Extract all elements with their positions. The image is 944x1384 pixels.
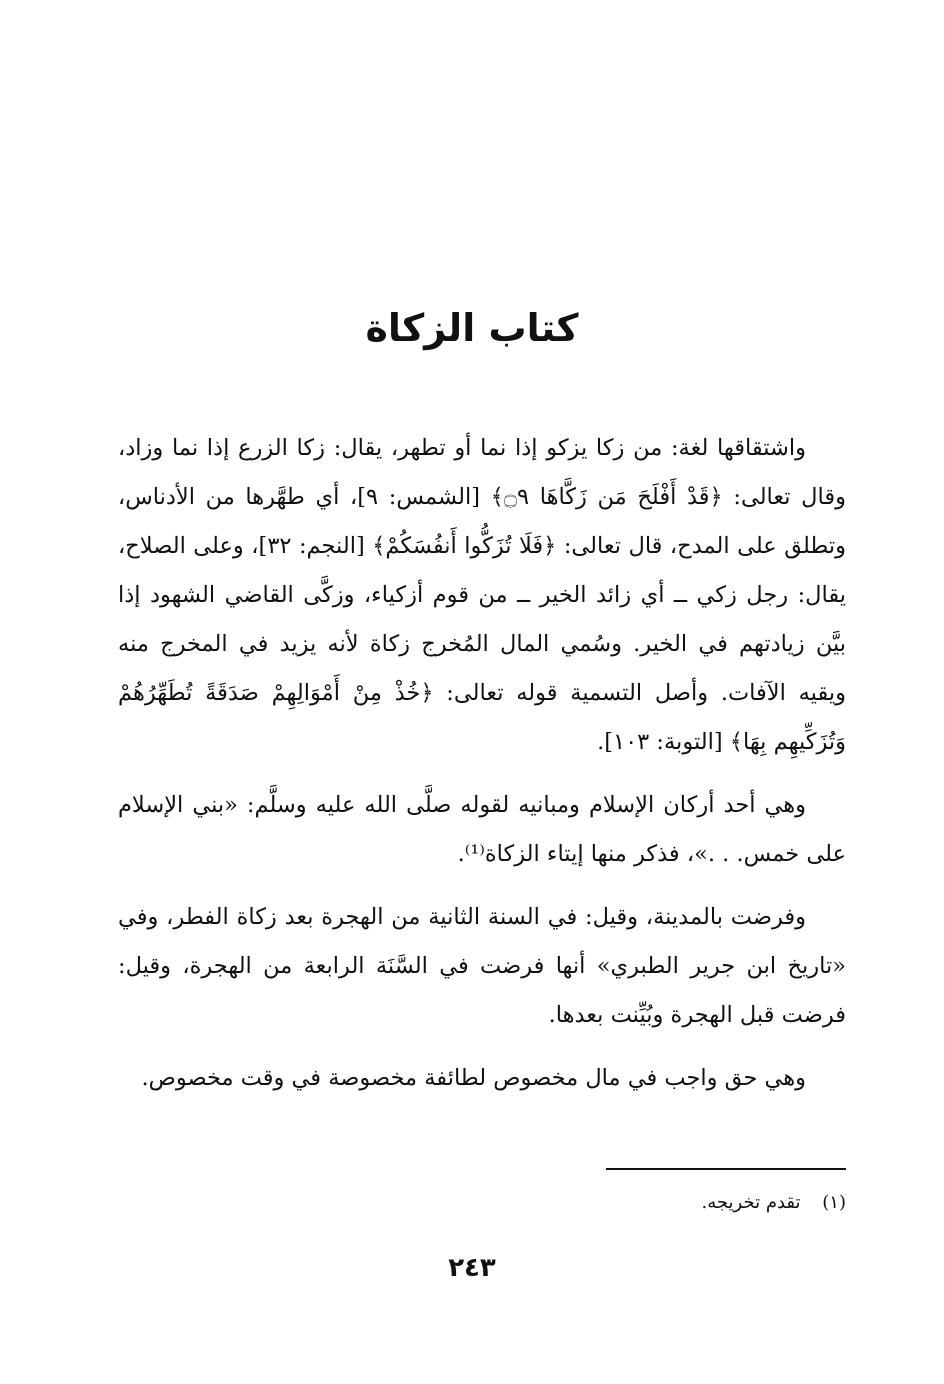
- body-text: [118, 424, 846, 1117]
- footnote-text: تقدم تخريجه.: [701, 1192, 801, 1213]
- chapter-title: كتاب الزكاة: [365, 306, 579, 350]
- paragraph-obligation-date: وفرضت بالمدينة، وقيل: في السنة الثانية من الهجرة بعد زكاة الفطر، وفي «تاريخ ابن جرير الطبري» أنها فرضت في السَّنَة الرابعة من الهجرة، وقيل: فرضت قبل الهجرة وبُيِّنت بعدها.: [118, 904, 846, 1028]
- page-number: ٢٤٣: [448, 1253, 496, 1283]
- paragraph-etymology: واشتقاقها لغة: من زكا يزكو إذا نما أو تطهر، يقال: زكا الزرع إذا نما وزاد، وقال تعالى: ﴿قَدْ أَفْلَحَ مَن زَكَّاهَا ۝٩﴾ [الشمس: ٩]، أي طهَّرها من الأدناس، وتطلق على المدح، قال تعالى: ﴿فَلَا تُزَكُّوا أَنفُسَكُمْ﴾ [النجم: ٣٢]، وعلى الصلاح، يقال: رجل زكي ــ أي زائد الخير ــ من قوم أزكياء، وزكَّى القاضي الشهود إذا بيَّن زيادتهم في الخير. وسُمي المال المُخرج زكاة لأنه يزيد في المخرج منه ويقيه الآفات. وأصل التسمية قوله تعالى: ﴿خُذْ مِنْ أَمْوَالِهِمْ صَدَقَةً تُطَهِّرُهُمْ وَتُزَكِّيهِم بِهَا﴾ [التوبة: ١٠٣].: [118, 435, 846, 755]
- footnote-number: (١): [822, 1192, 846, 1213]
- footnote: [118, 1188, 846, 1218]
- footnote-divider: [606, 1168, 846, 1170]
- paragraph-definition: وهي حق واجب في مال مخصوص لطائفة مخصوصة في وقت مخصوص.: [141, 1065, 806, 1091]
- paragraph-pillar: وهي أحد أركان الإسلام ومبانيه لقوله صلَّى الله عليه وسلَّم: «بني الإسلام على خمس. . .»، فذكر منها إيتاء الزكاة⁽¹⁾.: [118, 792, 846, 867]
